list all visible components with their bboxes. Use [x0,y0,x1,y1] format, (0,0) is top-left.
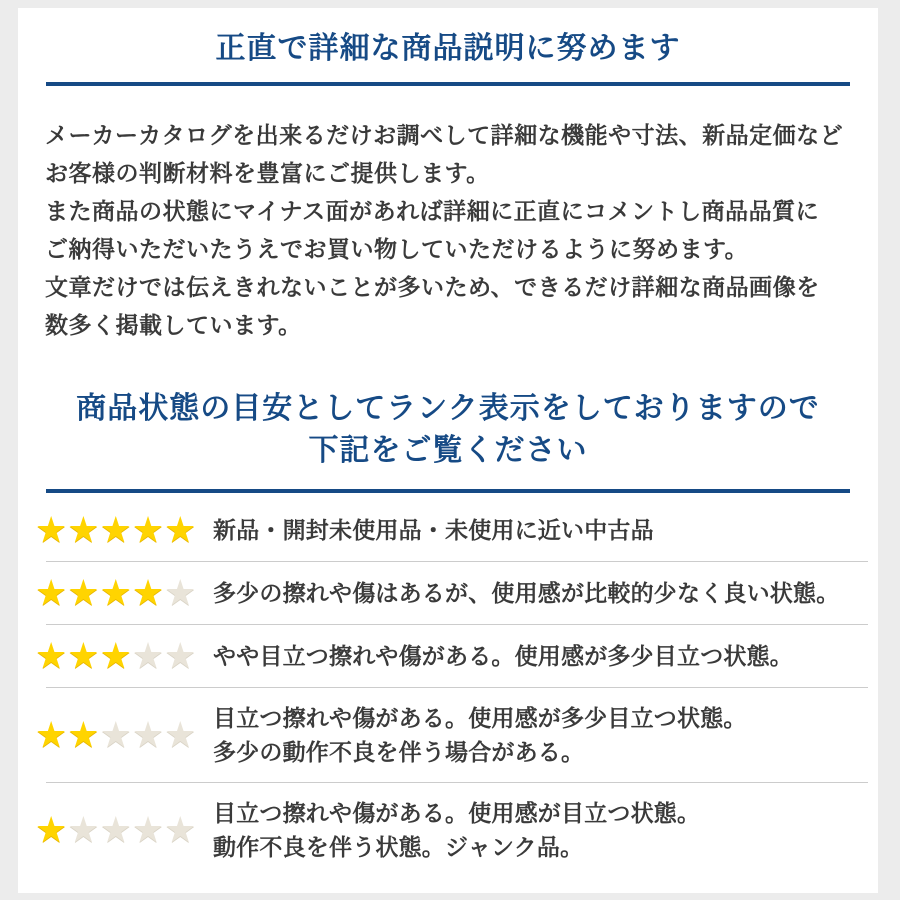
star-empty-icon: ★ [131,635,165,676]
paragraph-line: お客様の判断材料を豊富にご提供します。 [45,160,490,186]
section2-title-underline [46,489,850,493]
star-rating-3 [35,635,213,676]
star-filled-icon: ★ [35,509,68,550]
star-filled-icon: ★ [67,714,100,755]
star-filled-icon: ★ [35,635,68,676]
star-empty-icon: ★ [164,635,197,676]
rank-description [213,639,793,673]
star-empty-icon: ★ [67,809,100,850]
star-filled-icon: ★ [99,509,132,550]
rank-description-line: 目立つ擦れや傷がある。使用感が多少目立つ状態。 [213,705,747,731]
star-filled-icon: ★ [35,809,68,850]
star-empty-icon: ★ [164,714,197,755]
section2-title [18,388,878,472]
paragraph-line: ご納得いただいたうえでお買い物していただけるように努めます。 [45,236,749,262]
rank-description [213,701,747,769]
star-empty-icon: ★ [164,572,197,613]
star-empty-icon: ★ [131,714,165,755]
star-empty-icon: ★ [164,809,197,850]
rank-description-line: 多少の動作不良を伴う場合がある。 [213,739,585,765]
section2-title-line1: 商品状態の目安としてランク表示をしておりますので [76,392,820,425]
rank-description-line: 多少の擦れや傷はあるが、使用感が比較的少なく良い状態。 [213,580,840,606]
paragraph-line: また商品の状態にマイナス面があれば詳細に正直にコメントし商品品質に [45,198,820,224]
star-rating-4 [35,572,213,613]
rank-list [18,499,878,877]
star-filled-icon: ★ [67,572,100,613]
star-filled-icon: ★ [35,572,68,613]
intro-paragraph [18,116,878,344]
star-empty-icon: ★ [99,809,132,850]
rank-description [213,796,700,864]
rank-row-1-star [18,783,878,877]
star-filled-icon: ★ [67,635,100,676]
rank-description-line: やや目立つ擦れや傷がある。使用感が多少目立つ状態。 [213,643,793,669]
star-filled-icon: ★ [67,509,100,550]
star-rating-2 [35,714,213,755]
star-empty-icon: ★ [131,809,165,850]
rank-row-2-stars [18,688,878,782]
rank-description-line: 新品・開封未使用品・未使用に近い中古品 [213,517,654,543]
section2-title-line2: 下記をご覧ください [308,434,588,467]
star-rating-1 [35,809,213,850]
paragraph-line: 文章だけでは伝えきれないことが多いため、できるだけ詳細な商品画像を [45,274,820,300]
star-filled-icon: ★ [35,714,68,755]
rank-description-line: 目立つ擦れや傷がある。使用感が目立つ状態。 [213,800,701,826]
paragraph-line: メーカーカタログを出来るだけお調べして詳細な機能や寸法、新品定価など [45,122,844,148]
section1-title-underline [46,82,850,86]
rank-description [213,513,654,547]
content-card [18,8,878,893]
star-empty-icon: ★ [99,714,132,755]
rank-row-3-stars [18,625,878,687]
rank-description [213,576,839,610]
star-filled-icon: ★ [131,572,165,613]
star-filled-icon: ★ [164,509,197,550]
paragraph-line: 数多く掲載しています。 [45,312,302,338]
star-filled-icon: ★ [131,509,165,550]
section1-title: 正直で詳細な商品説明に努めます [215,32,681,65]
star-filled-icon: ★ [99,572,132,613]
star-filled-icon: ★ [99,635,132,676]
rank-row-4-stars [18,562,878,624]
rank-row-5-stars [18,499,878,561]
rank-description-line: 動作不良を伴う状態。ジャンク品。 [213,834,584,860]
star-rating-5 [35,509,213,550]
